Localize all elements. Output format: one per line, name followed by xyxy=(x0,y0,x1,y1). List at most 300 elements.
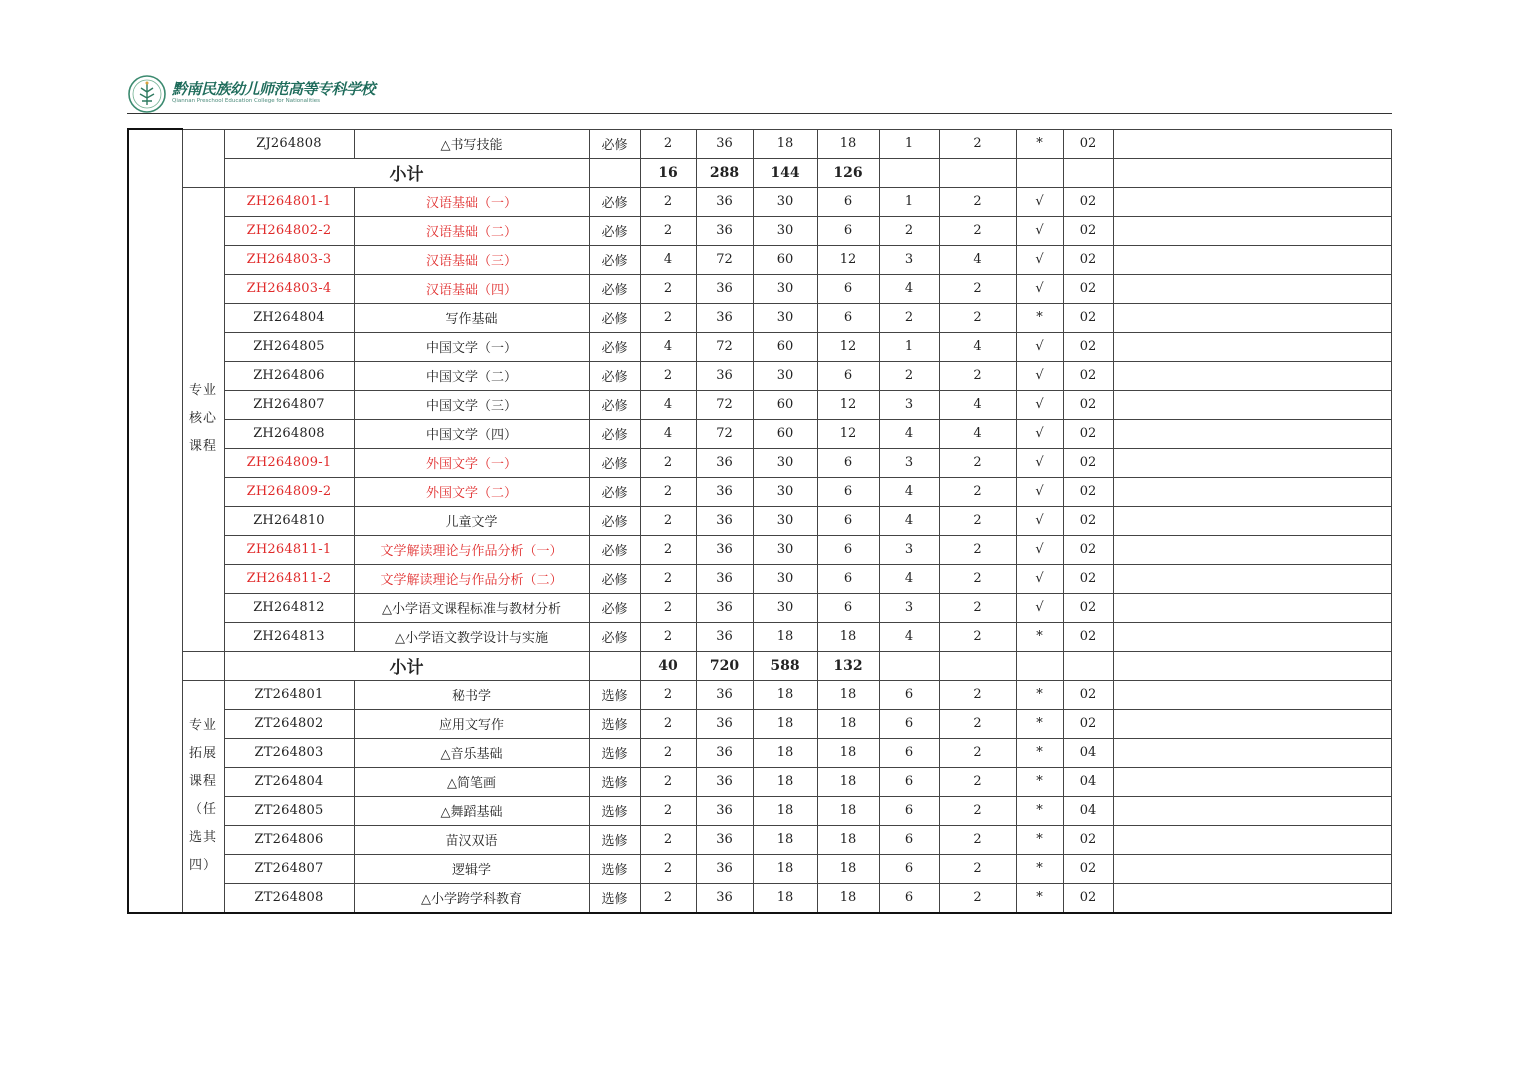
total-hours-cell: 36 xyxy=(696,767,753,796)
course-name: 儿童文学 xyxy=(354,506,589,535)
practice-hours-cell: 6 xyxy=(817,303,879,332)
practice-hours-cell: 18 xyxy=(817,796,879,825)
category-ext xyxy=(182,680,224,913)
course-type: 必修 xyxy=(589,361,640,390)
total-hours-cell: 36 xyxy=(696,216,753,245)
course-type: 必修 xyxy=(589,477,640,506)
term-cell: 4 xyxy=(879,419,939,448)
table-row xyxy=(128,796,1391,825)
notes-cell xyxy=(1113,651,1391,680)
theory-hours-cell: 30 xyxy=(753,535,817,564)
table-row xyxy=(128,303,1391,332)
course-type: 必修 xyxy=(589,216,640,245)
subtotal-credits: 40 xyxy=(640,651,696,680)
exam-mark-cell: * xyxy=(1016,825,1063,854)
total-hours-cell: 72 xyxy=(696,332,753,361)
credits-cell: 2 xyxy=(640,129,696,158)
table-row xyxy=(128,245,1391,274)
course-code: ZH264811-1 xyxy=(224,535,354,564)
practice-hours-cell: 6 xyxy=(817,187,879,216)
practice-hours-cell: 6 xyxy=(817,448,879,477)
practice-hours-cell: 18 xyxy=(817,129,879,158)
total-hours-cell: 72 xyxy=(696,419,753,448)
subtotal-theory: 588 xyxy=(753,651,817,680)
category-line: 课程 xyxy=(188,774,217,789)
course-code: ZH264806 xyxy=(224,361,354,390)
subtotal-row xyxy=(128,651,1391,680)
course-name: 外国文学（二） xyxy=(354,477,589,506)
notes-cell xyxy=(1113,883,1391,913)
subtotal-empty xyxy=(1063,158,1113,187)
exam-mark-cell: √ xyxy=(1016,535,1063,564)
exam-mark-cell: √ xyxy=(1016,419,1063,448)
dept-cell: 02 xyxy=(1063,216,1113,245)
credits-cell: 4 xyxy=(640,419,696,448)
course-type: 必修 xyxy=(589,187,640,216)
practice-hours-cell: 18 xyxy=(817,883,879,913)
table-row xyxy=(128,738,1391,767)
total-hours-cell: 36 xyxy=(696,303,753,332)
total-hours-cell: 36 xyxy=(696,593,753,622)
table-row xyxy=(128,477,1391,506)
notes-cell xyxy=(1113,332,1391,361)
weekly-hours-cell: 4 xyxy=(939,245,1016,274)
course-name: 汉语基础（二） xyxy=(354,216,589,245)
weekly-hours-cell: 2 xyxy=(939,129,1016,158)
course-name: △简笔画 xyxy=(354,767,589,796)
notes-cell xyxy=(1113,216,1391,245)
table-row xyxy=(128,854,1391,883)
course-type: 选修 xyxy=(589,825,640,854)
course-code: ZH264802-2 xyxy=(224,216,354,245)
course-name: △小学跨学科教育 xyxy=(354,883,589,913)
theory-hours-cell: 30 xyxy=(753,564,817,593)
credits-cell: 2 xyxy=(640,187,696,216)
exam-mark-cell: √ xyxy=(1016,477,1063,506)
course-code: ZT264805 xyxy=(224,796,354,825)
total-hours-cell: 36 xyxy=(696,564,753,593)
credits-cell: 2 xyxy=(640,825,696,854)
credits-cell: 2 xyxy=(640,796,696,825)
weekly-hours-cell: 2 xyxy=(939,825,1016,854)
table-row xyxy=(128,535,1391,564)
exam-mark-cell: * xyxy=(1016,129,1063,158)
practice-hours-cell: 6 xyxy=(817,593,879,622)
term-cell: 6 xyxy=(879,767,939,796)
course-code: ZH264810 xyxy=(224,506,354,535)
course-name: 文学解读理论与作品分析（二） xyxy=(354,564,589,593)
table-row xyxy=(128,332,1391,361)
weekly-hours-cell: 2 xyxy=(939,738,1016,767)
subtotal-practice: 126 xyxy=(817,158,879,187)
term-cell: 3 xyxy=(879,535,939,564)
course-type: 必修 xyxy=(589,506,640,535)
course-type: 选修 xyxy=(589,680,640,709)
credits-cell: 2 xyxy=(640,593,696,622)
total-hours-cell: 36 xyxy=(696,622,753,651)
term-cell: 6 xyxy=(879,883,939,913)
notes-cell xyxy=(1113,622,1391,651)
weekly-hours-cell: 2 xyxy=(939,535,1016,564)
exam-mark-cell: √ xyxy=(1016,593,1063,622)
course-code: ZT264808 xyxy=(224,883,354,913)
course-name: 外国文学（一） xyxy=(354,448,589,477)
notes-cell xyxy=(1113,390,1391,419)
course-name: △书写技能 xyxy=(354,129,589,158)
notes-cell xyxy=(1113,564,1391,593)
total-hours-cell: 36 xyxy=(696,883,753,913)
table-row xyxy=(128,129,1391,158)
notes-cell xyxy=(1113,535,1391,564)
dept-cell: 02 xyxy=(1063,709,1113,738)
course-type: 必修 xyxy=(589,332,640,361)
subtotal-empty xyxy=(1016,651,1063,680)
dept-cell: 02 xyxy=(1063,883,1113,913)
course-code: ZJ264808 xyxy=(224,129,354,158)
course-code: ZH264807 xyxy=(224,390,354,419)
theory-hours-cell: 18 xyxy=(753,767,817,796)
practice-hours-cell: 6 xyxy=(817,564,879,593)
weekly-hours-cell: 4 xyxy=(939,390,1016,419)
theory-hours-cell: 18 xyxy=(753,883,817,913)
course-name: 写作基础 xyxy=(354,303,589,332)
course-type: 必修 xyxy=(589,535,640,564)
table-row xyxy=(128,216,1391,245)
exam-mark-cell: √ xyxy=(1016,332,1063,361)
theory-hours-cell: 18 xyxy=(753,680,817,709)
practice-hours-cell: 6 xyxy=(817,216,879,245)
exam-mark-cell: √ xyxy=(1016,187,1063,216)
dept-cell: 02 xyxy=(1063,303,1113,332)
weekly-hours-cell: 4 xyxy=(939,419,1016,448)
practice-hours-cell: 6 xyxy=(817,506,879,535)
category-line: 选其 xyxy=(188,830,217,845)
course-type: 选修 xyxy=(589,709,640,738)
course-name: 中国文学（一） xyxy=(354,332,589,361)
exam-mark-cell: * xyxy=(1016,854,1063,883)
subtotal-row xyxy=(128,158,1391,187)
subtotal-theory: 144 xyxy=(753,158,817,187)
subtotal-type xyxy=(589,651,640,680)
table-row xyxy=(128,448,1391,477)
course-name: △音乐基础 xyxy=(354,738,589,767)
notes-cell xyxy=(1113,854,1391,883)
dept-cell: 04 xyxy=(1063,738,1113,767)
notes-cell xyxy=(1113,767,1391,796)
total-hours-cell: 36 xyxy=(696,825,753,854)
term-cell: 6 xyxy=(879,825,939,854)
table-row xyxy=(128,622,1391,651)
course-code: ZH264809-1 xyxy=(224,448,354,477)
dept-cell: 02 xyxy=(1063,419,1113,448)
course-type: 选修 xyxy=(589,883,640,913)
notes-cell xyxy=(1113,245,1391,274)
course-name: △小学语文课程标准与教材分析 xyxy=(354,593,589,622)
weekly-hours-cell: 2 xyxy=(939,883,1016,913)
credits-cell: 2 xyxy=(640,535,696,564)
credits-cell: 2 xyxy=(640,303,696,332)
subtotal-label: 小计 xyxy=(224,158,589,187)
theory-hours-cell: 60 xyxy=(753,332,817,361)
subtotal-total: 288 xyxy=(696,158,753,187)
credits-cell: 4 xyxy=(640,245,696,274)
category-line: 专业 xyxy=(188,383,217,398)
weekly-hours-cell: 2 xyxy=(939,477,1016,506)
theory-hours-cell: 18 xyxy=(753,129,817,158)
category-line: 课程 xyxy=(188,439,217,454)
notes-cell xyxy=(1113,419,1391,448)
exam-mark-cell: √ xyxy=(1016,274,1063,303)
table-row xyxy=(128,564,1391,593)
theory-hours-cell: 30 xyxy=(753,506,817,535)
category-core xyxy=(182,187,224,651)
subtotal-empty xyxy=(939,158,1016,187)
credits-cell: 2 xyxy=(640,738,696,767)
exam-mark-cell: √ xyxy=(1016,216,1063,245)
weekly-hours-cell: 2 xyxy=(939,854,1016,883)
weekly-hours-cell: 2 xyxy=(939,564,1016,593)
credits-cell: 2 xyxy=(640,767,696,796)
course-name: 苗汉双语 xyxy=(354,825,589,854)
term-cell: 3 xyxy=(879,245,939,274)
total-hours-cell: 36 xyxy=(696,274,753,303)
course-code: ZH264805 xyxy=(224,332,354,361)
weekly-hours-cell: 2 xyxy=(939,448,1016,477)
subtotal-empty xyxy=(879,651,939,680)
theory-hours-cell: 60 xyxy=(753,419,817,448)
credits-cell: 2 xyxy=(640,216,696,245)
credits-cell: 2 xyxy=(640,274,696,303)
course-code: ZH264804 xyxy=(224,303,354,332)
dept-cell: 02 xyxy=(1063,506,1113,535)
credits-cell: 2 xyxy=(640,506,696,535)
credits-cell: 2 xyxy=(640,564,696,593)
category-line: 拓展 xyxy=(188,746,217,761)
course-name: 秘书学 xyxy=(354,680,589,709)
practice-hours-cell: 12 xyxy=(817,390,879,419)
course-type: 必修 xyxy=(589,419,640,448)
course-name: 中国文学（四） xyxy=(354,419,589,448)
course-type: 选修 xyxy=(589,796,640,825)
notes-cell xyxy=(1113,303,1391,332)
table-row xyxy=(128,767,1391,796)
weekly-hours-cell: 2 xyxy=(939,274,1016,303)
credits-cell: 4 xyxy=(640,390,696,419)
term-cell: 2 xyxy=(879,216,939,245)
subtotal-empty xyxy=(1063,651,1113,680)
practice-hours-cell: 6 xyxy=(817,274,879,303)
dept-cell: 02 xyxy=(1063,535,1113,564)
subtotal-total: 720 xyxy=(696,651,753,680)
dept-cell: 02 xyxy=(1063,854,1113,883)
course-code: ZH264801-1 xyxy=(224,187,354,216)
practice-hours-cell: 18 xyxy=(817,767,879,796)
total-hours-cell: 36 xyxy=(696,361,753,390)
notes-cell xyxy=(1113,506,1391,535)
total-hours-cell: 36 xyxy=(696,796,753,825)
total-hours-cell: 72 xyxy=(696,390,753,419)
dept-cell: 02 xyxy=(1063,129,1113,158)
weekly-hours-cell: 4 xyxy=(939,332,1016,361)
term-cell: 2 xyxy=(879,361,939,390)
practice-hours-cell: 18 xyxy=(817,622,879,651)
course-name: 中国文学（二） xyxy=(354,361,589,390)
school-emblem-icon xyxy=(127,74,167,114)
term-cell: 1 xyxy=(879,187,939,216)
credits-cell: 2 xyxy=(640,622,696,651)
theory-hours-cell: 30 xyxy=(753,274,817,303)
table-row xyxy=(128,506,1391,535)
dept-cell: 02 xyxy=(1063,361,1113,390)
practice-hours-cell: 18 xyxy=(817,825,879,854)
course-code: ZT264804 xyxy=(224,767,354,796)
weekly-hours-cell: 2 xyxy=(939,709,1016,738)
credits-cell: 2 xyxy=(640,883,696,913)
practice-hours-cell: 18 xyxy=(817,709,879,738)
term-cell: 4 xyxy=(879,564,939,593)
course-table xyxy=(127,128,1392,914)
dept-cell: 02 xyxy=(1063,245,1113,274)
total-hours-cell: 36 xyxy=(696,709,753,738)
dept-cell: 04 xyxy=(1063,796,1113,825)
term-cell: 6 xyxy=(879,709,939,738)
table-row xyxy=(128,361,1391,390)
course-type: 选修 xyxy=(589,767,640,796)
subtotal-empty xyxy=(1016,158,1063,187)
term-cell: 2 xyxy=(879,303,939,332)
course-type: 必修 xyxy=(589,274,640,303)
term-cell: 1 xyxy=(879,332,939,361)
table-row xyxy=(128,825,1391,854)
table-row xyxy=(128,680,1391,709)
course-type: 必修 xyxy=(589,622,640,651)
total-hours-cell: 36 xyxy=(696,535,753,564)
notes-cell xyxy=(1113,593,1391,622)
total-hours-cell: 36 xyxy=(696,129,753,158)
notes-cell xyxy=(1113,158,1391,187)
notes-cell xyxy=(1113,448,1391,477)
category-line: 核心 xyxy=(188,411,217,426)
table-row xyxy=(128,274,1391,303)
course-name: 应用文写作 xyxy=(354,709,589,738)
term-cell: 6 xyxy=(879,738,939,767)
notes-cell xyxy=(1113,477,1391,506)
subtotal-credits: 16 xyxy=(640,158,696,187)
total-hours-cell: 72 xyxy=(696,245,753,274)
term-cell: 4 xyxy=(879,274,939,303)
exam-mark-cell: √ xyxy=(1016,564,1063,593)
category-line: 四） xyxy=(188,858,217,873)
practice-hours-cell: 18 xyxy=(817,854,879,883)
notes-cell xyxy=(1113,709,1391,738)
weekly-hours-cell: 2 xyxy=(939,303,1016,332)
course-name: 汉语基础（一） xyxy=(354,187,589,216)
course-name: △舞蹈基础 xyxy=(354,796,589,825)
notes-cell xyxy=(1113,187,1391,216)
exam-mark-cell: √ xyxy=(1016,448,1063,477)
total-hours-cell: 36 xyxy=(696,738,753,767)
category-line: 专业 xyxy=(188,718,217,733)
theory-hours-cell: 18 xyxy=(753,622,817,651)
theory-hours-cell: 18 xyxy=(753,796,817,825)
exam-mark-cell: * xyxy=(1016,303,1063,332)
theory-hours-cell: 18 xyxy=(753,738,817,767)
course-code: ZT264802 xyxy=(224,709,354,738)
dept-cell: 02 xyxy=(1063,825,1113,854)
exam-mark-cell: √ xyxy=(1016,361,1063,390)
course-type: 必修 xyxy=(589,593,640,622)
dept-cell: 02 xyxy=(1063,187,1113,216)
theory-hours-cell: 30 xyxy=(753,477,817,506)
course-name: 汉语基础（三） xyxy=(354,245,589,274)
exam-mark-cell: * xyxy=(1016,738,1063,767)
table-row xyxy=(128,419,1391,448)
total-hours-cell: 36 xyxy=(696,187,753,216)
subtotal-type xyxy=(589,158,640,187)
course-code: ZH264803-3 xyxy=(224,245,354,274)
course-type: 必修 xyxy=(589,129,640,158)
weekly-hours-cell: 2 xyxy=(939,216,1016,245)
exam-mark-cell: * xyxy=(1016,622,1063,651)
course-code: ZH264808 xyxy=(224,419,354,448)
course-name: 汉语基础（四） xyxy=(354,274,589,303)
school-name: 黔南民族幼儿师范高等专科学校 xyxy=(172,80,376,98)
notes-cell xyxy=(1113,738,1391,767)
course-name: 逻辑学 xyxy=(354,854,589,883)
subtotal-empty xyxy=(879,158,939,187)
course-name: 文学解读理论与作品分析（一） xyxy=(354,535,589,564)
exam-mark-cell: * xyxy=(1016,680,1063,709)
term-cell: 6 xyxy=(879,680,939,709)
subtotal-label: 小计 xyxy=(224,651,589,680)
credits-cell: 2 xyxy=(640,448,696,477)
dept-cell: 02 xyxy=(1063,622,1113,651)
total-hours-cell: 36 xyxy=(696,680,753,709)
term-cell: 4 xyxy=(879,506,939,535)
notes-cell xyxy=(1113,361,1391,390)
notes-cell xyxy=(1113,129,1391,158)
dept-cell: 02 xyxy=(1063,593,1113,622)
course-type: 必修 xyxy=(589,303,640,332)
credits-cell: 2 xyxy=(640,680,696,709)
outer-group-cell xyxy=(128,129,182,913)
notes-cell xyxy=(1113,796,1391,825)
theory-hours-cell: 30 xyxy=(753,303,817,332)
exam-mark-cell: √ xyxy=(1016,390,1063,419)
category-line: （任 xyxy=(188,802,217,817)
dept-cell: 02 xyxy=(1063,448,1113,477)
practice-hours-cell: 18 xyxy=(817,738,879,767)
course-name: 中国文学（三） xyxy=(354,390,589,419)
total-hours-cell: 36 xyxy=(696,506,753,535)
term-cell: 4 xyxy=(879,477,939,506)
term-cell: 3 xyxy=(879,593,939,622)
notes-cell xyxy=(1113,274,1391,303)
weekly-hours-cell: 2 xyxy=(939,187,1016,216)
course-code: ZH264811-2 xyxy=(224,564,354,593)
category-cell-prev xyxy=(182,129,224,187)
practice-hours-cell: 6 xyxy=(817,477,879,506)
exam-mark-cell: √ xyxy=(1016,245,1063,274)
table-row xyxy=(128,390,1391,419)
theory-hours-cell: 30 xyxy=(753,187,817,216)
dept-cell: 02 xyxy=(1063,390,1113,419)
weekly-hours-cell: 2 xyxy=(939,680,1016,709)
theory-hours-cell: 18 xyxy=(753,709,817,738)
weekly-hours-cell: 2 xyxy=(939,767,1016,796)
term-cell: 1 xyxy=(879,129,939,158)
theory-hours-cell: 18 xyxy=(753,825,817,854)
